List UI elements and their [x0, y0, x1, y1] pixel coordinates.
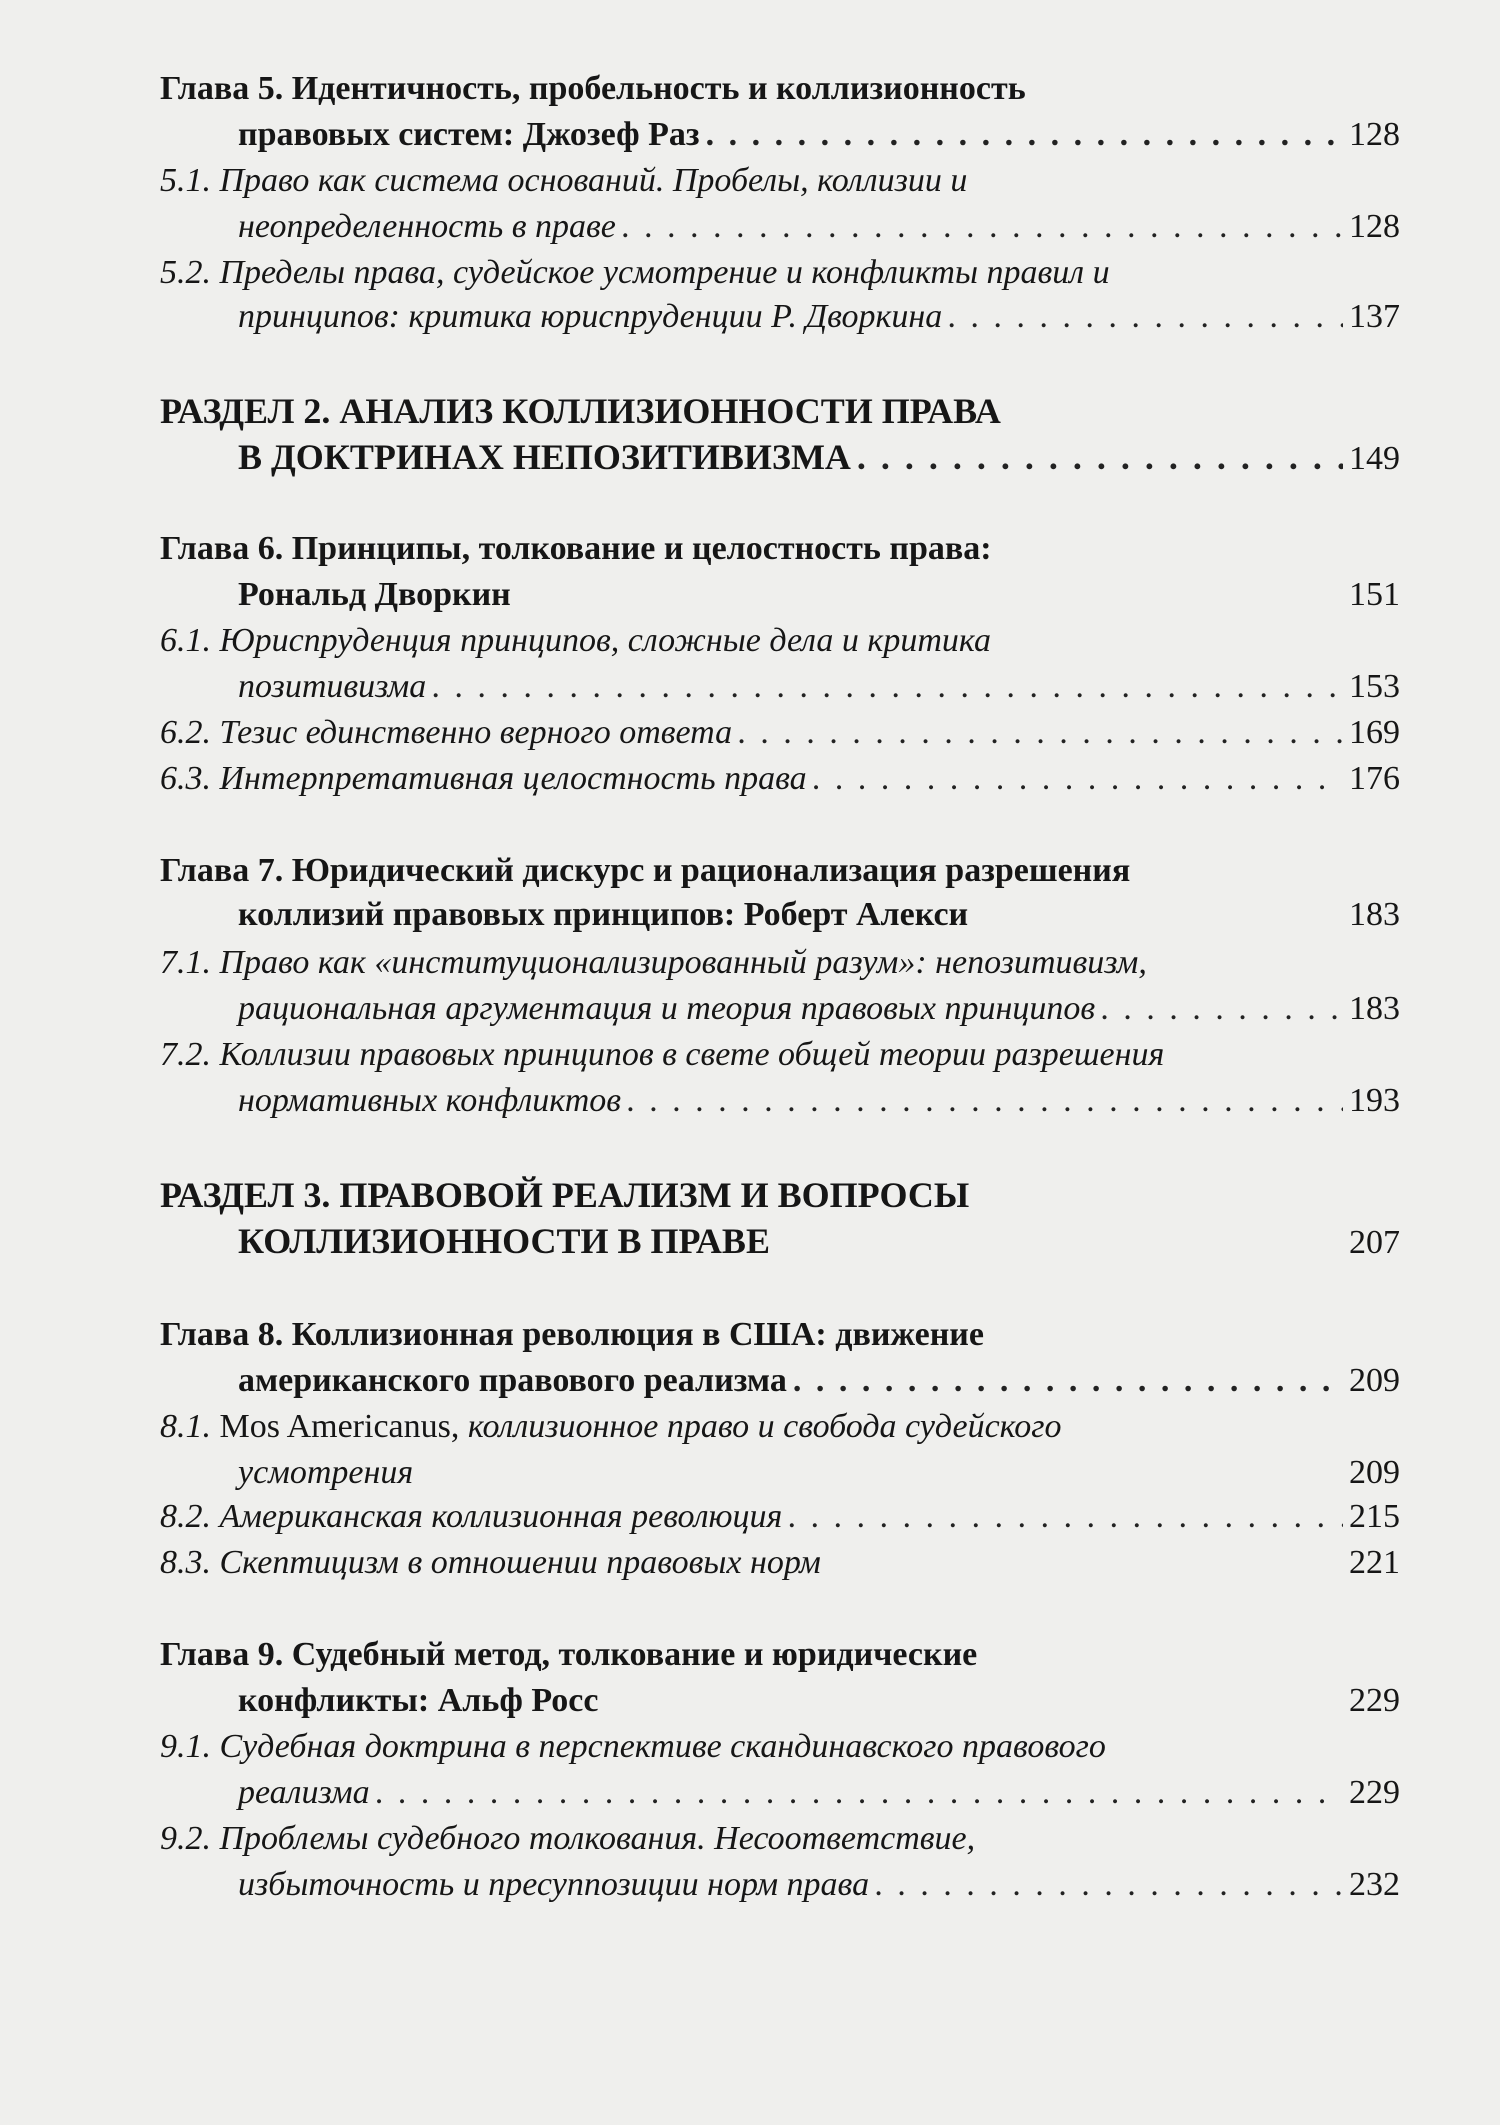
leader-dots: [1101, 990, 1343, 1028]
toc-part-3-line2: КОЛЛИЗИОННОСТИ В ПРАВЕ 207: [238, 1221, 1400, 1261]
toc-chapter-7-line2: коллизий правовых принципов: Роберт Алекси 183: [238, 896, 1400, 933]
toc-chapter-8-line2: американского правового реализма . . . 209: [238, 1362, 1400, 1410]
leader-dots: [948, 298, 1343, 336]
toc-section-6-1-line1: 6.1. Юриспруденция принципов, сложные дела и критика: [160, 622, 991, 659]
page-number: 207: [1349, 1224, 1400, 1261]
leader-dots: [738, 714, 1343, 752]
leader-dots: [788, 1498, 1343, 1536]
leader-dots: [432, 668, 1343, 706]
toc-chapter-5-line1: Глава 5. Идентичность, пробельность и коллизионность: [160, 70, 1026, 107]
page-number: 128: [1349, 116, 1400, 153]
toc-chapter-5-line2: правовых систем: Джозеф Раз . . . 128: [238, 116, 1400, 164]
leader-dots: [857, 436, 1343, 478]
toc-section-5-1-line1: 5.1. Право как система оснований. Пробелы, коллизии и: [160, 162, 968, 199]
toc-section-5-2-line2: принципов: критика юриспруденции Р. Дворкина . . . 137: [238, 298, 1400, 346]
toc-section-5-1-line2: неопределенность в праве . . . 128: [238, 208, 1400, 256]
toc-part-2-line2: В ДОКТРИНАХ НЕПОЗИТИВИЗМА . . . 149: [238, 436, 1400, 484]
page-number: 151: [1349, 576, 1400, 613]
leader-dots: [627, 1082, 1343, 1120]
page-number: 183: [1349, 990, 1400, 1027]
page-number: 215: [1349, 1498, 1400, 1535]
page-number: 232: [1349, 1866, 1400, 1903]
toc-section-6-1-line2: позитивизма . . . 153: [238, 668, 1400, 716]
toc-section-8-1-line1: 8.1. Mos Americanus, коллизионное право и свобода судейского: [160, 1408, 1062, 1445]
toc-section-7-1-line1: 7.1. Право как «институционализированный разум»: непозитивизм,: [160, 944, 1147, 981]
page-number: 229: [1349, 1774, 1400, 1811]
toc-part-2-line1: РАЗДЕЛ 2. АНАЛИЗ КОЛЛИЗИОННОСТИ ПРАВА: [160, 391, 1001, 431]
toc-chapter-6-line2: Рональд Дворкин 151: [238, 576, 1400, 613]
page-number: 169: [1349, 714, 1400, 751]
toc-chapter-6-line1: Глава 6. Принципы, толкование и целостность права:: [160, 530, 992, 567]
toc-section-7-2-line2: нормативных конфликтов . . . 193: [238, 1082, 1400, 1130]
toc-section-9-1-line1: 9.1. Судебная доктрина в перспективе скандинавского правового: [160, 1728, 1106, 1765]
page-number: 183: [1349, 896, 1400, 933]
toc-section-8-1-line2: усмотрения 209: [238, 1454, 1400, 1491]
toc-section-7-1-line2: рациональная аргументация и теория правовых принципов . . . 183: [238, 990, 1400, 1038]
page-number: 229: [1349, 1682, 1400, 1719]
toc-section-9-2-line2: избыточность и пресуппозиции норм права . . . 232: [238, 1866, 1400, 1914]
page-number: 193: [1349, 1082, 1400, 1119]
toc-section-6-2: 6.2. Тезис единственно верного ответа . . . 169: [160, 714, 1400, 762]
page-number: 221: [1349, 1544, 1400, 1581]
page-number: 128: [1349, 208, 1400, 245]
leader-dots: [793, 1362, 1343, 1400]
toc-section-6-3: 6.3. Интерпретативная целостность права . . . 176: [160, 760, 1400, 808]
toc-section-9-1-line2: реализма . . . 229: [238, 1774, 1400, 1822]
toc-chapter-8-line1: Глава 8. Коллизионная революция в США: движение: [160, 1316, 984, 1353]
leader-dots: [706, 116, 1343, 154]
toc-chapter-9-line1: Глава 9. Судебный метод, толкование и юридические: [160, 1636, 978, 1673]
page-number: 176: [1349, 760, 1400, 797]
toc-part-3-line1: РАЗДЕЛ 3. ПРАВОВОЙ РЕАЛИЗМ И ВОПРОСЫ: [160, 1175, 970, 1215]
toc-chapter-7-line1: Глава 7. Юридический дискурс и рационализация разрешения: [160, 852, 1131, 889]
leader-dots: [622, 208, 1343, 246]
toc-section-7-2-line1: 7.2. Коллизии правовых принципов в свете общей теории разрешения: [160, 1036, 1165, 1073]
toc-section-8-3: 8.3. Скептицизм в отношении правовых норм 221: [160, 1544, 1400, 1581]
page-number: 149: [1349, 440, 1400, 477]
page-number: 137: [1349, 298, 1400, 335]
toc-section-9-2-line1: 9.2. Проблемы судебного толкования. Несоответствие,: [160, 1820, 976, 1857]
toc-section-8-2: 8.2. Американская коллизионная революция . . . 215: [160, 1498, 1400, 1546]
toc-section-5-2-line1: 5.2. Пределы права, судейское усмотрение и конфликты правил и: [160, 254, 1110, 291]
leader-dots: [813, 760, 1343, 798]
leader-dots: [376, 1774, 1343, 1812]
toc-chapter-9-line2: конфликты: Альф Росс 229: [238, 1682, 1400, 1719]
page-number: 153: [1349, 668, 1400, 705]
page-number: 209: [1349, 1454, 1400, 1491]
page-number: 209: [1349, 1362, 1400, 1399]
leader-dots: [875, 1866, 1343, 1904]
